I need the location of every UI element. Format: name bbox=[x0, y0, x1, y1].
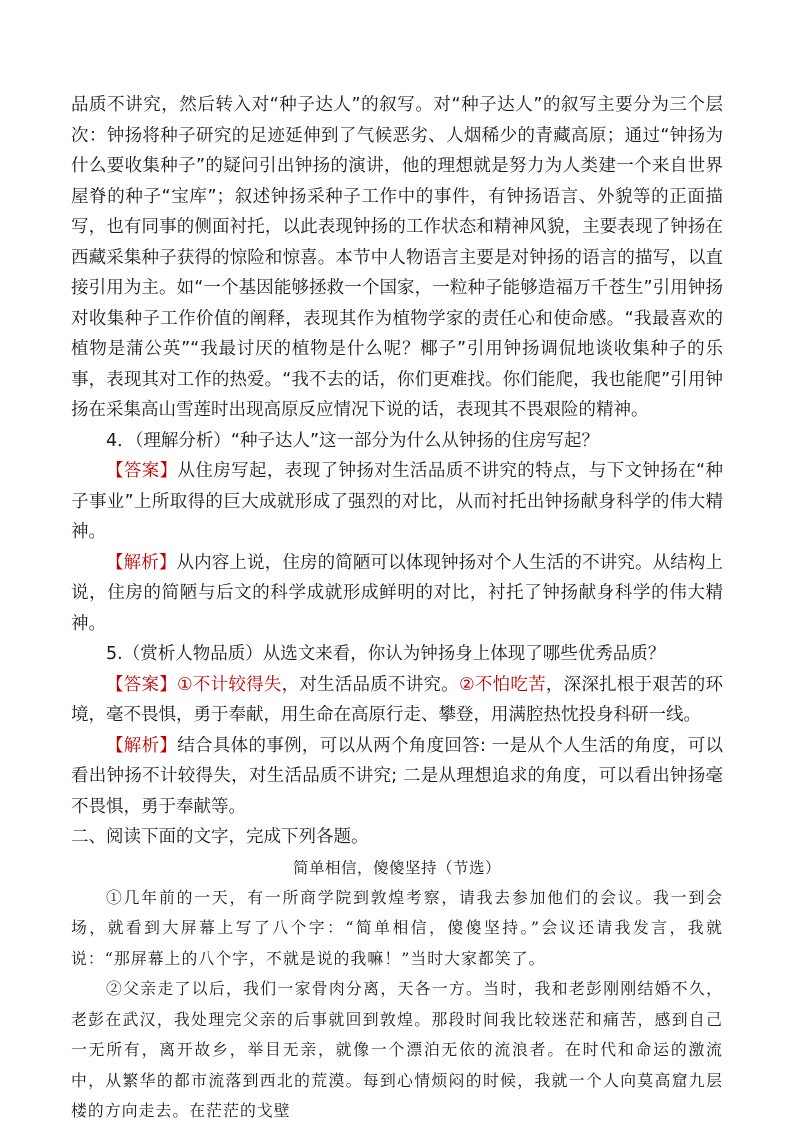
answer-tag: 【答案】 bbox=[106, 461, 178, 481]
answer-point-2: ②不怕吃苦 bbox=[458, 674, 546, 695]
excerpt-title: 简单相信，傻傻坚持（节选） bbox=[292, 858, 501, 877]
question-4-answer bbox=[71, 456, 723, 548]
answer-tag: 【答案】 bbox=[106, 674, 177, 695]
answer-text: 从住房写起，表现了钟扬对生活品质不讲究的特点，与下文钟扬在“种子事业”上所取得的巨大成就形成了强烈的对比，从而衬托出钟扬献身科学的伟大精神。 bbox=[71, 461, 723, 542]
question-5-answer bbox=[71, 670, 723, 731]
question-4-analysis bbox=[71, 548, 723, 640]
analysis-tag: 【解析】 bbox=[106, 552, 177, 573]
analysis-paragraph: 品质不讲究，然后转入对“种子达人”的叙写。对“种子达人”的叙写主要分为三个层次：钟扬将种子研究的足迹延伸到了气候恶劣、人烟稀少的青藏高原；通过“钟扬为什么要收集种子”的疑问引出钟扬的演讲，他的理想就是努力为人类建一个来自世界屋脊的种子“宝库”；叙述钟扬采种子工作中的事件，有钟扬语言、外貌等的正面描写，也有同事的侧面衬托，以此表现钟扬的工作状态和精神风貌，主要表现了钟扬在西藏采集种子获得的惊险和惊喜。本节中人物语言主要是对钟扬的语言的描写，以直接引用为主。如“一个基因能够拯救一个国家，一粒种子能够造福万千苍生”引用钟扬对收集种子工作价值的阐释，表现其作为植物学家的责任心和使命感。“我最喜欢的植物是蒲公英”“我最讨厌的植物是什么呢？椰子”引用钟扬调侃地谈收集种子的乐事，表现其对工作的热爱。“我不去的话，你们更难找。你们能爬，我也能爬”引用钟扬在采集高山雪莲时出现高原反应情况下说的话，表现其不畏艰险的精神。 bbox=[71, 95, 723, 420]
answer-point-1: ①不计较得失 bbox=[176, 674, 282, 695]
answer-text-2: ，深深扎根于艰苦的环境，毫不畏惧，勇于奉献，用生命在高原行走、攀登，用满腔热忱投身科研一线。 bbox=[71, 674, 724, 725]
excerpt-paragraph-2: ②父亲走了以后，我们一家骨肉分离，天各一方。当时，我和老彭刚刚结婚不久，老彭在武汉，我处理完父亲的后事就回到敦煌。那段时间我比较迷茫和痛苦，感到自己一无所有，离开故乡，举目无亲，就像一个漂泊无依的流浪者。在时代和命运的激流中，从繁华的都市流落到西北的荒漠。每到心情烦闷的时候，我就一个人向莫高窟九层楼的方向走去。在茫茫的戈壁 bbox=[71, 979, 723, 1120]
excerpt-paragraph-1: ①几年前的一天，有一所商学院到敦煌考察，请我去参加他们的会议。我一到会场，就看到大屏幕上写了八个字：“简单相信，傻傻坚持。”会议还请我发言，我就说：“那屏幕上的八个字，不就是说的我嘛！”当时大家都笑了。 bbox=[71, 887, 723, 968]
analysis-tag: 【解析】 bbox=[106, 735, 178, 756]
page-content bbox=[71, 90, 723, 1127]
section-two-heading: 二、阅读下面的文字，完成下列各题。 bbox=[71, 827, 369, 847]
analysis-text: 结合具体的事例，可以从两个角度回答: 一是从个人生活的角度，可以看出钟扬不计较得失，对生活品质不讲究; 二是从理想追求的角度，可以看出钟扬毫不畏惧，勇于奉献等。 bbox=[71, 735, 723, 817]
question-5-analysis bbox=[71, 731, 723, 823]
question-4: 4．（理解分析）“种子达人”这一部分为什么从钟扬的住房写起？ bbox=[106, 430, 600, 451]
answer-text-1: ，对生活品质不讲究。 bbox=[281, 674, 459, 695]
analysis-text: 从内容上说，住房的简陋可以体现钟扬对个人生活的不讲究。从结构上说，住房的简陋与后文的科学成就形成鲜明的对比，衬托了钟扬献身科学的伟大精神。 bbox=[71, 552, 723, 634]
question-5: 5.（赏析人物品质）从选文来看，你认为钟扬身上体现了哪些优秀品质？ bbox=[106, 644, 666, 664]
